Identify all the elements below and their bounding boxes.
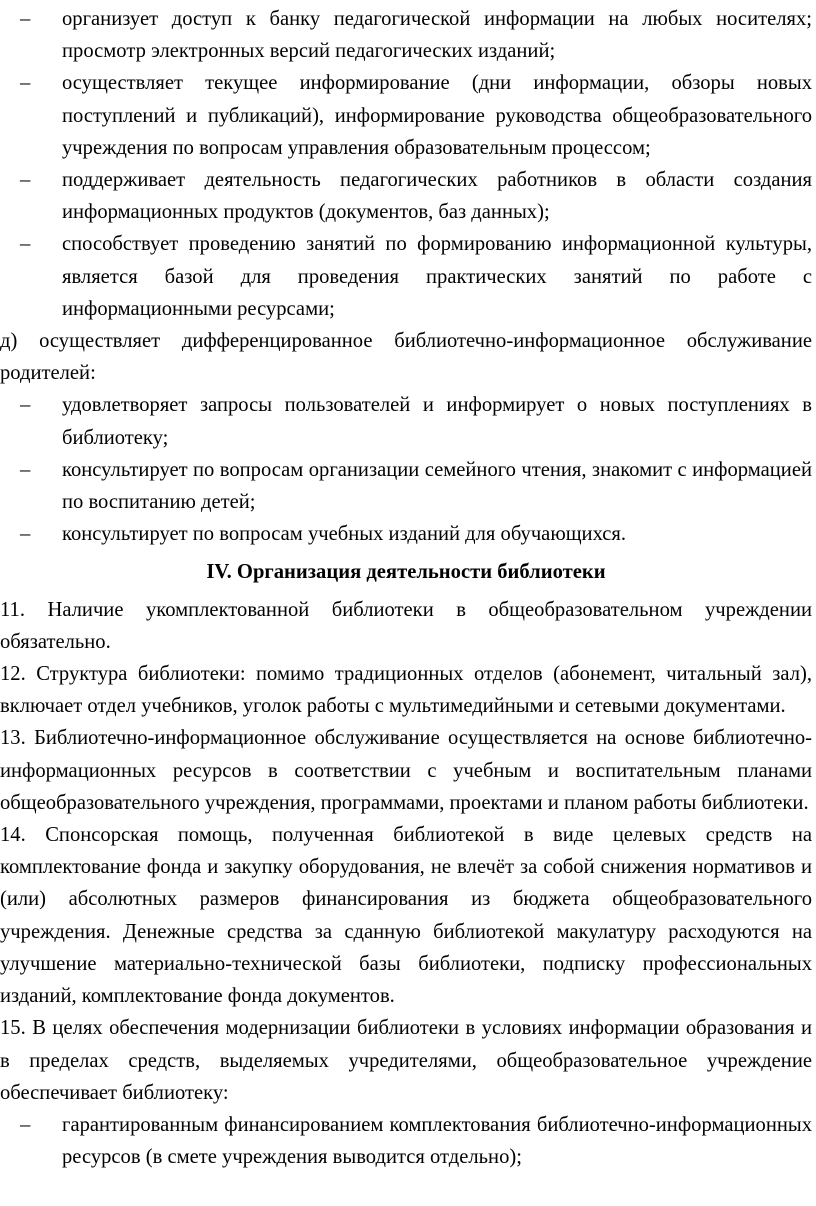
list-item-text: поддерживает деятельность педагогических работников в области создания информационных продуктов (документов, баз данных); [62, 169, 812, 224]
document-page [0, 3, 812, 1173]
list-item [0, 164, 812, 228]
dash-bullet: – [20, 233, 31, 256]
list-item [0, 1109, 812, 1173]
list-item [0, 518, 812, 550]
list-item [0, 389, 812, 453]
list-item-text: консультирует по вопросам организации семейного чтения, знакомит с информацией по воспитанию детей; [62, 458, 812, 514]
dash-bullet: – [20, 8, 31, 30]
paragraph-13: 13. Библиотечно-информационное обслуживание осуществляется на основе библиотечно-информационных ресурсов в соответствии с учебным и воспитательным планами общеобразовательного учреждения, программами, проектами и планом работы библиотеки. [0, 727, 812, 814]
dash-bullet: – [20, 1113, 31, 1136]
dash-bullet: – [20, 458, 31, 481]
dash-bullet: – [20, 72, 31, 95]
list-item-text: способствует проведению занятий по формированию информационной культуры, является базой для проведения практических занятий по работе с информационными ресурсами; [62, 233, 812, 320]
list-services-parents [0, 389, 812, 550]
paragraph-14: 14. Спонсорская помощь, полученная библиотекой в виде целевых средств на комплектование фонда и закупку оборудования, не влечёт за собой снижения нормативов и (или) абсолютных размеров финансирования из бюджета общеобразовательного учреждения. Денежные средства за сданную библиотекой макулатуру расходуются на улучшение материально-технической базы библиотеки, подписку профессиональных изданий, комплектование фонда документов. [0, 824, 812, 1008]
paragraph-12: 12. Структура библиотеки: помимо традиционных отделов (абонемент, читальный зал), включает отдел учебников, уголок работы с мультимедийными и сетевыми документами. [0, 663, 812, 718]
section-heading: IV. Организация деятельности библиотеки [206, 561, 606, 584]
list-item-text: гарантированным финансированием комплектования библиотечно-информационных ресурсов (в смете учреждения выводится отдельно); [62, 1113, 812, 1169]
paragraph-11: 11. Наличие укомплектованной библиотеки в общеобразовательном учреждении обязательно. [0, 598, 812, 653]
list-item-text: удовлетворяет запросы пользователей и информирует о новых поступлениях в библиотеку; [62, 394, 812, 449]
list-library-provisions [0, 1109, 812, 1173]
dash-bullet: – [20, 169, 31, 192]
dash-bullet: – [20, 394, 31, 417]
paragraph-d-parents: д) осуществляет дифференцированное библиотечно-информационное обслуживание родителей: [0, 330, 812, 385]
list-item [0, 454, 812, 518]
list-item [0, 67, 812, 164]
dash-bullet: – [20, 523, 31, 546]
list-item-text: консультирует по вопросам учебных изданий для обучающихся. [62, 523, 627, 546]
list-item [0, 228, 812, 325]
paragraph-15: 15. В целях обеспечения модернизации библиотеки в условиях информации образования и в пределах средств, выделяемых учредителями, общеобразовательное учреждение обеспечивает библиотеку: [0, 1017, 812, 1104]
list-item-text: осуществляет текущее информирование (дни информации, обзоры новых поступлений и публикаций), информирование руководства общеобразовательного учреждения по вопросам управления образовательным процессом; [62, 72, 812, 159]
list-item [0, 3, 812, 67]
list-services-teachers [0, 3, 812, 325]
list-item-text: организует доступ к банку педагогической информации на любых носителях; просмотр электронных версий педагогических изданий; [62, 8, 812, 63]
